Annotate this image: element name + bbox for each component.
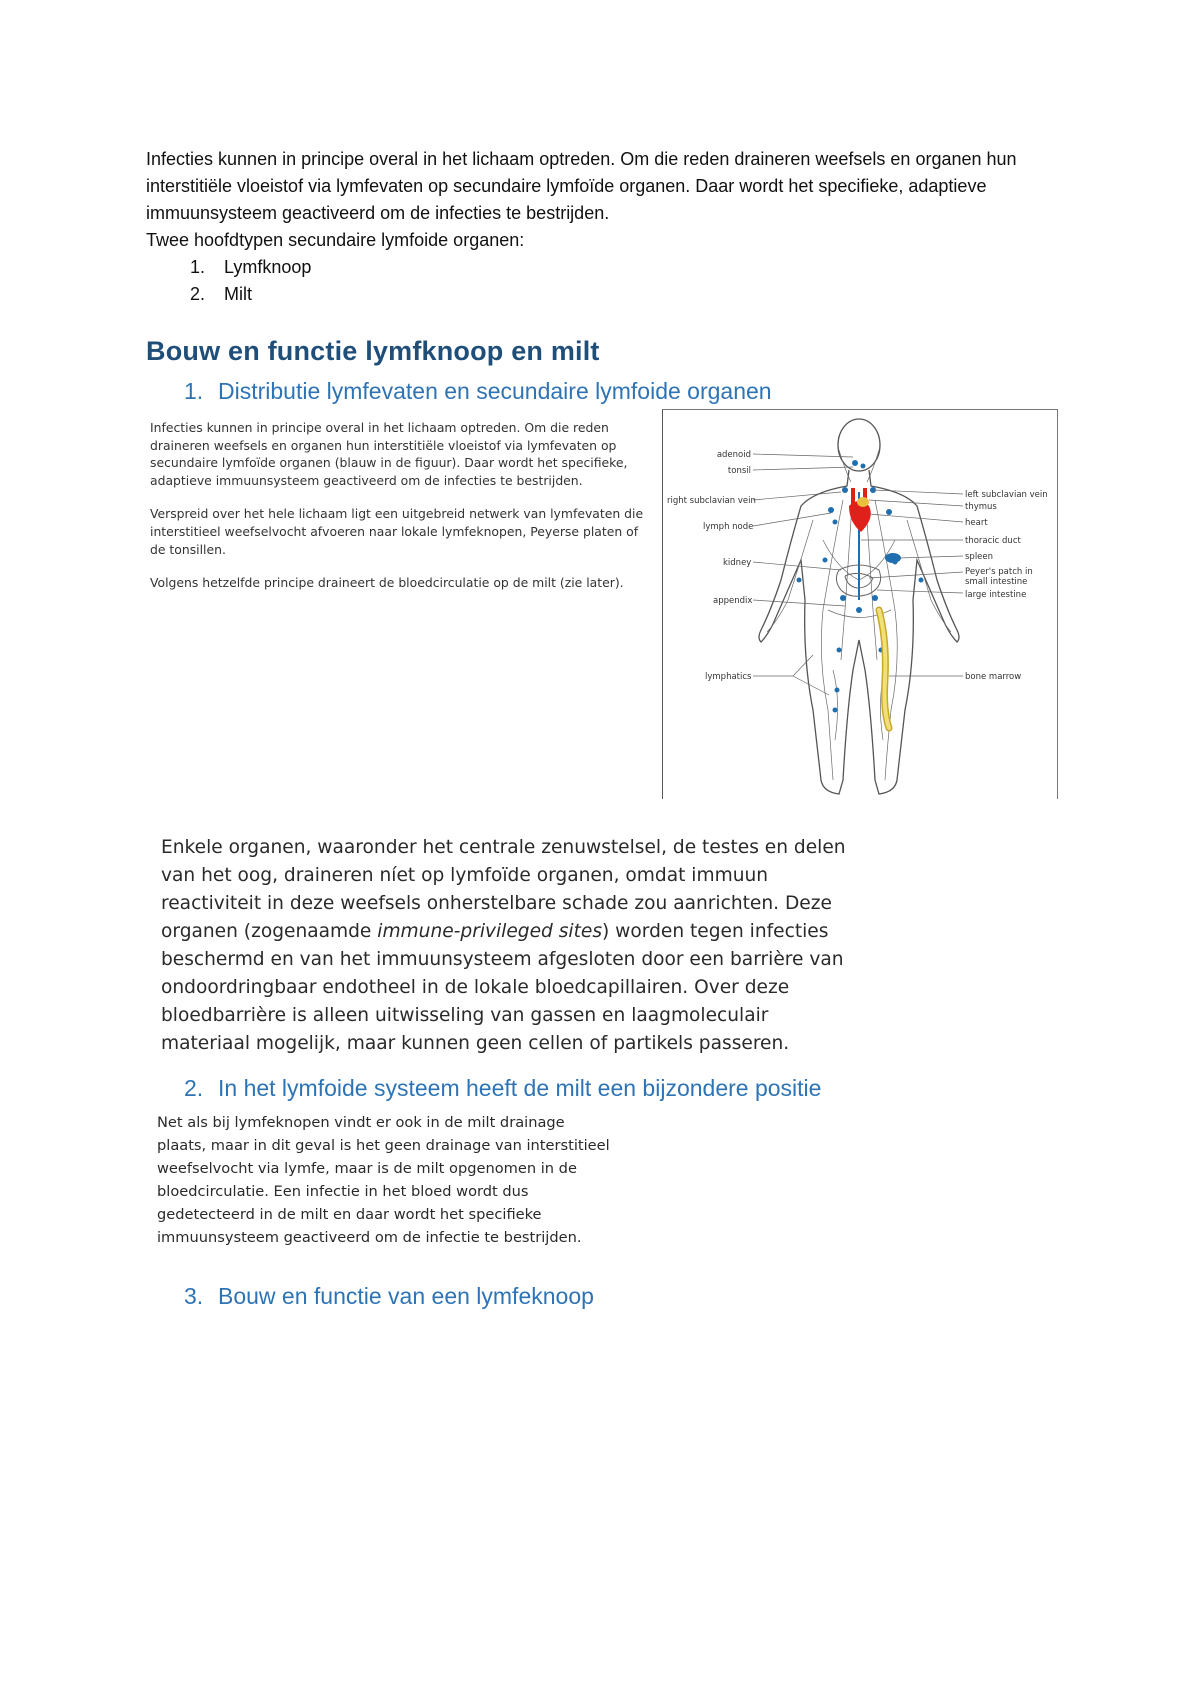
section-heading-3: 3. Bouw en functie van een lymfeknoop bbox=[184, 1283, 594, 1309]
body-outline bbox=[759, 419, 959, 794]
excerpt-paragraph: Net als bij lymfeknopen vindt er ook in de milt drainage plaats, maar in dit geval is het geen drainage van interstitieel weefselvocht via lymfe, maar is de milt opgenomen in de bloedcirculatie. Een infectie in het bloed wordt dus gedetecteerd in de milt en daar wordt het specifieke immuunsysteem geactiveerd om de infectie te bestrijden. bbox=[157, 1114, 610, 1246]
intro-paragraph: Infecties kunnen in principe overal in het lichaam optreden. Om die reden draineren weefsels en organen hun interstitiële vloeistof via lymfevaten op secundaire lymfoïde organen. Daar wordt het specifieke, adaptieve immuunsysteem geactiveerd om de infecties te bestrijden. bbox=[146, 149, 1017, 223]
excerpt-paragraph: Enkele organen, waaronder het centrale zenuwstelsel, de testes en delen van het oog, draineren níet op lymfoïde organen, omdat immuun reactiviteit in deze weefsels onherstelbare schade zou aanrichten. Deze organen (zogenaamde immune-privileged sites) worden tegen infecties beschermd en van het immuunsysteem afgesloten door een barrière van ondoordringbaar endotheel in de lokale bloedcapillairen. Over deze bloedbarrière is alleen uitwisseling van gassen en laagmoleculair materiaal mogelijk, maar kunnen geen cellen of partikels passeren. bbox=[161, 837, 846, 1054]
figure-label-thoracic-duct: thoracic duct bbox=[965, 536, 1021, 546]
figure-label-kidney: kidney bbox=[723, 558, 752, 568]
figure-label-left-subclavian-vein: left subclavian vein bbox=[965, 490, 1048, 500]
excerpt-lymph-distribution bbox=[150, 419, 650, 608]
list-intro: Twee hoofdtypen secundaire lymfoide organen: bbox=[146, 230, 525, 250]
figure-label-lymph-node: lymph node bbox=[703, 522, 754, 532]
excerpt-spleen bbox=[157, 1111, 617, 1265]
lymphatic-system-figure bbox=[662, 409, 1058, 799]
intro-block bbox=[146, 146, 1056, 308]
excerpt-immune-privileged bbox=[161, 834, 861, 1074]
figure-label-right-subclavian-vein: right subclavian vein bbox=[667, 496, 756, 506]
figure-label-adenoid: adenoid bbox=[716, 450, 751, 460]
figure-label-tonsil: tonsil bbox=[727, 466, 751, 476]
organ-type-list bbox=[146, 254, 1056, 308]
excerpt-paragraph: Volgens hetzelfde principe draineert de bloedcirculatie op de milt (zie later). bbox=[150, 575, 624, 591]
list-item: 1. Lymfknoop bbox=[190, 257, 312, 277]
figure-label-heart: heart bbox=[965, 518, 988, 528]
main-heading: Bouw en functie lymfknoop en milt bbox=[146, 336, 600, 366]
figure-label-bone-marrow: bone marrow bbox=[965, 672, 1022, 682]
figure-label-lymphatics: lymphatics bbox=[705, 672, 752, 682]
excerpt-paragraph: Verspreid over het hele lichaam ligt een uitgebreid netwerk van lymfevaten die interstitieel weefselvocht afvoeren naar lokale lymfeknopen, Peyerse platen of de tonsillen. bbox=[150, 506, 644, 557]
figure-label-large-intestine: large intestine bbox=[965, 590, 1027, 600]
figure-label-spleen: spleen bbox=[965, 552, 994, 562]
figure-label-appendix: appendix bbox=[713, 596, 753, 606]
figure-label-thymus: thymus bbox=[965, 502, 997, 512]
figure-label-peyers-patch: Peyer's patch in small intestine bbox=[965, 567, 1033, 587]
list-item: 2. Milt bbox=[190, 284, 252, 304]
excerpt-paragraph: Infecties kunnen in principe overal in het lichaam optreden. Om die reden draineren weefsels en organen hun interstitiële vloeistof via lymfevaten op secundaire lymfoïde organen (blauw in de figuur). Daar wordt het specifieke, adaptieve immuunsysteem geactiveerd om de infecties te bestrijden. bbox=[150, 420, 628, 488]
emphasis-term: immune-privileged sites bbox=[377, 921, 603, 942]
section-heading-2: 2. In het lymfoide systeem heeft de milt een bijzondere positie bbox=[184, 1075, 822, 1101]
section-heading-1: 1. Distributie lymfevaten en secundaire lymfoide organen bbox=[184, 378, 772, 404]
